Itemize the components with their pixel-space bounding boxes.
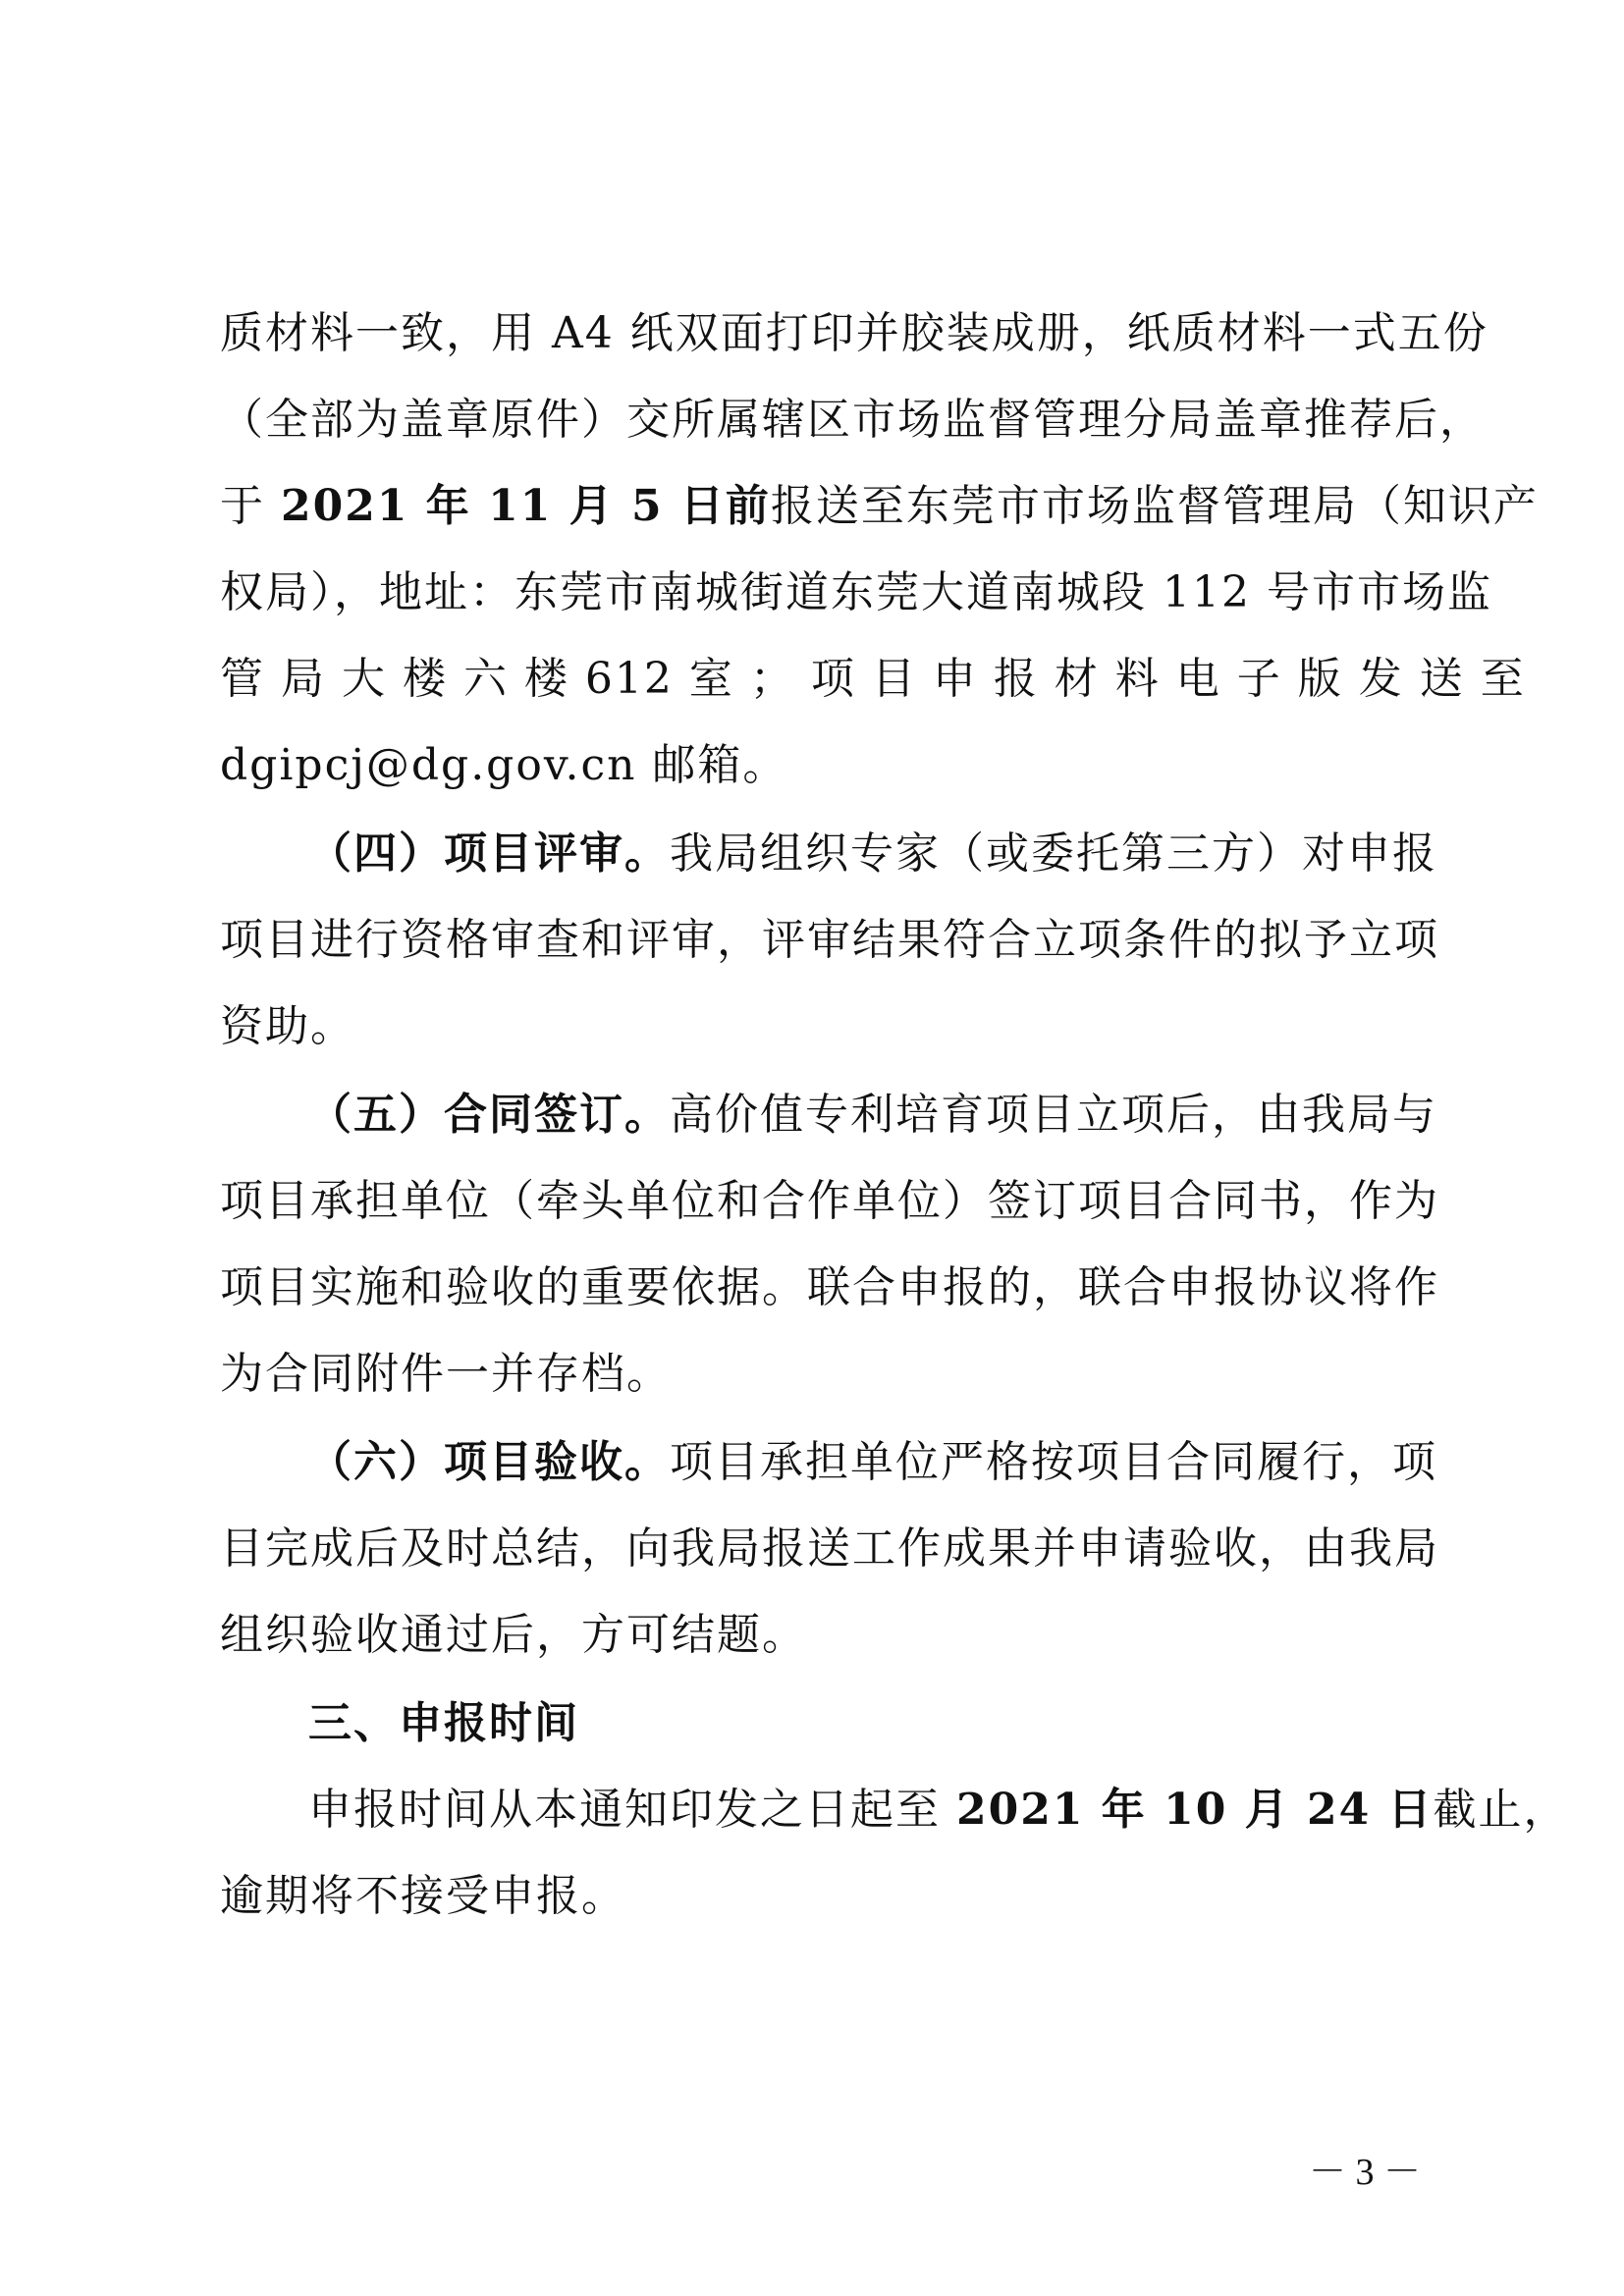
text-segment: 截止， — [1433, 1785, 1569, 1835]
text-segment: 我局组织专家（或委托第三方）对申报 — [670, 828, 1437, 879]
paragraph-line: 权局），地址：东莞市南城街道东莞大道南城段 112 号市市场监 — [220, 567, 1492, 617]
text-segment: 于 — [220, 481, 281, 531]
paragraph-line: 为合同附件一并存档。 — [220, 1349, 672, 1399]
paragraph-line: 组织验收通过后，方可结题。 — [220, 1610, 807, 1660]
section-5-title: （五）合同签订。 — [308, 1090, 670, 1140]
paragraph-line: 管 局 大 楼 六 楼 612 室 ； 项 目 申 报 材 料 电 子 版 发 送 至 — [220, 654, 1526, 704]
paragraph-line: （全部为盖章原件）交所属辖区市场监督管理分局盖章推荐后， — [220, 395, 1485, 445]
paragraph-line: 项目进行资格审查和评审，评审结果符合立项条件的拟予立项 — [220, 915, 1439, 965]
section-6-line — [308, 1433, 1437, 1492]
paragraph-line — [220, 477, 1539, 536]
text-segment: 报送至东莞市市场监督管理局（知识产 — [770, 481, 1539, 531]
section-heading: 三、申报时间 — [308, 1698, 579, 1748]
paragraph-line: 资助。 — [220, 1001, 355, 1051]
text-segment: 申报时间从本通知印发之日起至 — [308, 1785, 956, 1835]
deadline-date: 2021 年 10 月 24 日 — [956, 1785, 1434, 1835]
paragraph-line: 逾期将不接受申报。 — [220, 1871, 626, 1921]
section-4-line — [308, 825, 1437, 883]
deadline-date: 2021 年 11 月 5 日前 — [281, 481, 771, 531]
page-number: － 3 － — [1308, 2152, 1421, 2193]
email-line: dgipcj@dg.gov.cn 邮箱。 — [220, 740, 788, 790]
paragraph-line: 质材料一致，用 A4 纸双面打印并胶装成册，纸质材料一式五份 — [220, 308, 1489, 358]
text-segment: 项目承担单位严格按项目合同履行，项 — [670, 1437, 1437, 1487]
application-deadline-line — [308, 1781, 1569, 1840]
section-5-line — [308, 1086, 1437, 1145]
paragraph-line: 项目承担单位（牵头单位和合作单位）签订项目合同书，作为 — [220, 1176, 1439, 1226]
section-6-title: （六）项目验收。 — [308, 1437, 670, 1487]
section-4-title: （四）项目评审。 — [308, 828, 670, 879]
paragraph-line: 项目实施和验收的重要依据。联合申报的，联合申报协议将作 — [220, 1262, 1439, 1312]
paragraph-line: 目完成后及时总结，向我局报送工作成果并申请验收，由我局 — [220, 1523, 1439, 1574]
text-segment: 高价值专利培育项目立项后，由我局与 — [670, 1090, 1437, 1140]
